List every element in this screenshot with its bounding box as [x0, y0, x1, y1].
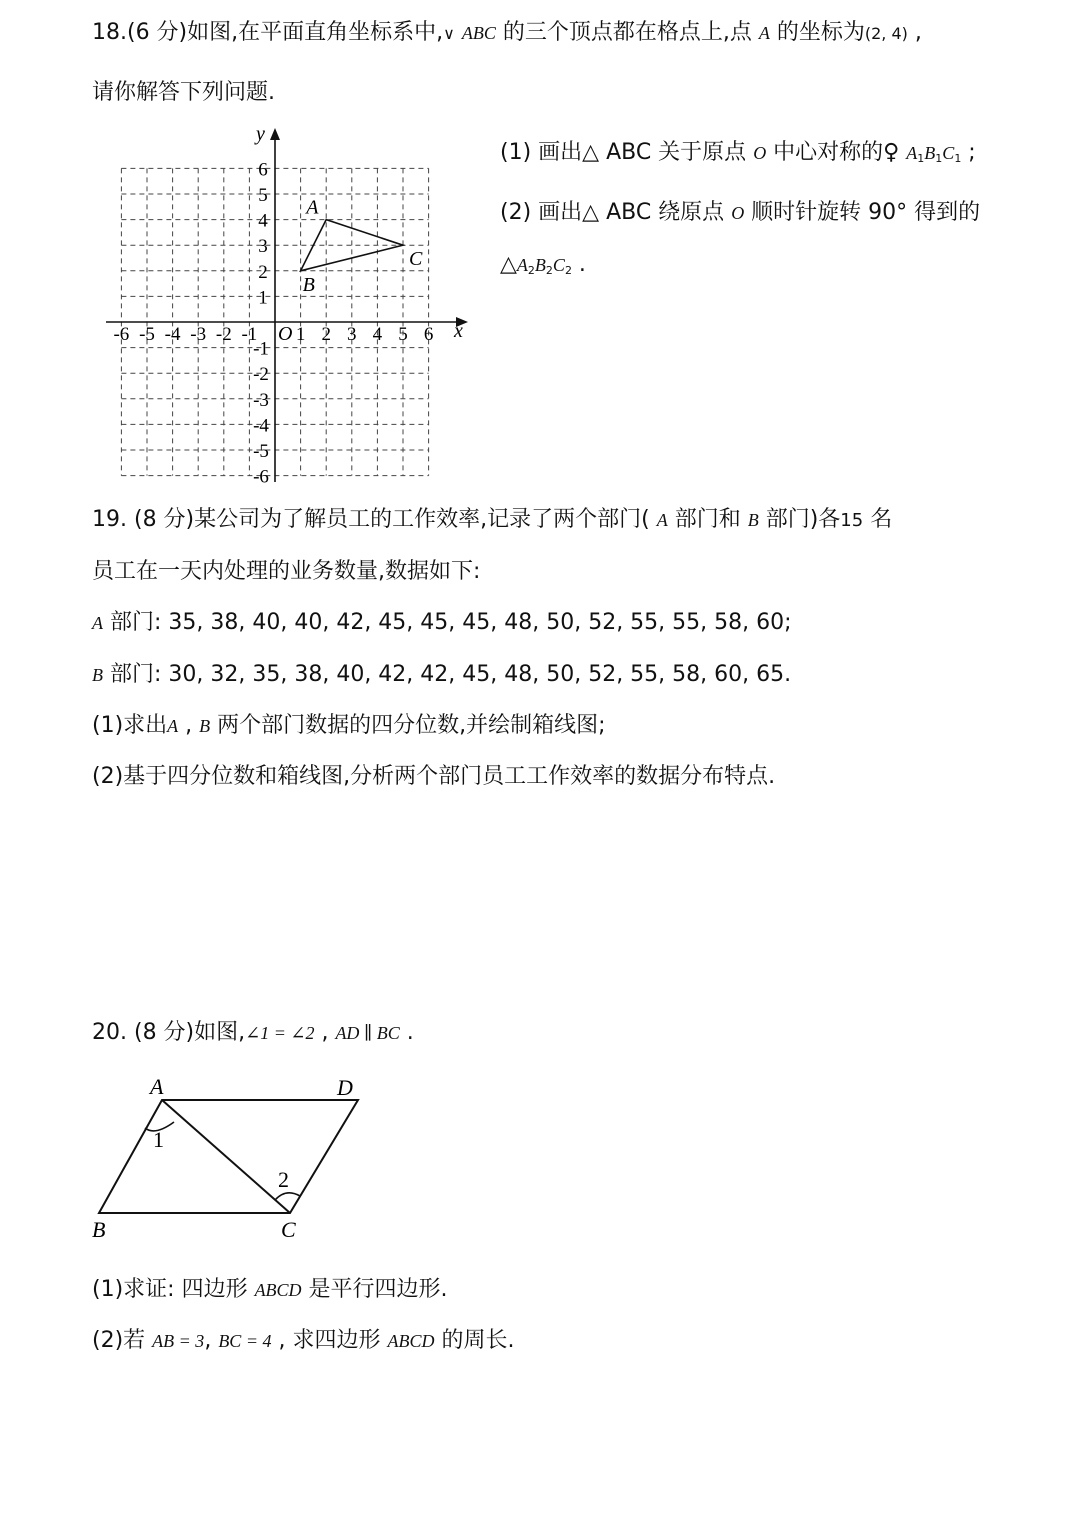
parallelogram-abcd [99, 1100, 358, 1213]
x-tick-label: -6 [113, 324, 130, 345]
q18-part2-tail: $\triangle A_2B_2C_2$ . [500, 252, 586, 277]
y-axis-label: y [256, 123, 265, 145]
q18-line1: 18.(6 分)如图,在平面直角坐标系中,∨ ABC 的三个顶点都在格点上,点 A 的坐标为(2, 4) , [92, 20, 922, 45]
x-tick-label: 5 [398, 324, 408, 345]
y-tick-label: 3 [258, 236, 268, 258]
x-tick-label: -4 [164, 324, 181, 345]
q19-a-data: A 部门: 35, 38, 40, 40, 42, 45, 45, 45, 48, 50, 52, 55, 55, 58, 60; [92, 610, 792, 635]
y-tick-label: 5 [258, 185, 268, 206]
q19-part2: (2)基于四分位数和箱线图,分析两个部门员工工作效率的数据分布特点. [92, 764, 776, 789]
origin-label: O [278, 323, 293, 345]
angle-1-label: 1 [153, 1127, 164, 1152]
x-tick-label: 4 [372, 324, 383, 345]
y-tick-label: -6 [253, 466, 269, 488]
x-tick-label: -3 [190, 324, 207, 345]
x-tick-label: -2 [215, 324, 232, 345]
x-tick-label: 3 [347, 324, 357, 345]
y-tick-label: -5 [253, 441, 269, 462]
point-a-label: A [306, 196, 319, 219]
point-b-label: B [302, 273, 315, 296]
y-tick-label: 6 [258, 159, 268, 181]
x-axis-label: x [454, 320, 463, 342]
q20-line1: 20. (8 分)如图,∠1 = ∠2 , AD ∥ BC . [92, 1020, 414, 1045]
y-tick-label: 4 [258, 210, 268, 232]
x-tick-label: 6 [423, 324, 434, 345]
vertex-c-label: C [281, 1217, 296, 1242]
q19-line2: 员工在一天内处理的业务数量,数据如下: [92, 559, 481, 584]
y-axis-arrow [270, 128, 280, 140]
vertex-d-label: D [337, 1075, 353, 1100]
x-tick-label: -1 [241, 324, 258, 345]
y-tick-label: -1 [253, 338, 269, 360]
y-tick-label: 2 [258, 261, 268, 283]
q19-part1: (1)求出A , B 两个部门数据的四分位数,并绘制箱线图; [92, 713, 606, 738]
q18-part2: (2) 画出△ ABC 绕原点 O 顺时针旋转 90° 得到的 [500, 200, 981, 225]
parallelogram-figure [85, 1070, 385, 1245]
q18-head: 18.(6 分)如图,在平面直角坐标系中, [92, 20, 444, 45]
y-tick-label: 1 [258, 287, 268, 309]
coordinate-grid-figure [96, 120, 496, 500]
q20-part1: (1)求证: 四边形 ABCD 是平行四边形. [92, 1277, 448, 1302]
q18-line2: 请你解答下列问题. [92, 80, 275, 105]
y-tick-label: -2 [253, 364, 269, 386]
q19-b-data: B 部门: 30, 32, 35, 38, 40, 42, 42, 45, 48, 50, 52, 55, 58, 60, 65. [92, 662, 792, 687]
y-tick-label: -3 [253, 389, 269, 411]
q20-part2: (2)若 AB = 3, BC = 4 , 求四边形 ABCD 的周长. [92, 1328, 515, 1353]
q19-line1: 19. (8 分)某公司为了解员工的工作效率,记录了两个部门( A 部门和 B 部门)各15 名 [92, 507, 893, 532]
angle-2-label: 2 [278, 1167, 289, 1192]
q18-part1: (1) 画出△ ABC 关于原点 O 中心对称的♀ $A_1B_1C_1$ ; [500, 140, 976, 165]
x-tick-label: -5 [139, 324, 155, 345]
diagonal-ac [162, 1100, 290, 1213]
x-tick-label: 1 [295, 324, 306, 345]
tick-labels [113, 159, 433, 487]
vertex-a-label: A [150, 1074, 164, 1099]
x-tick-label: 2 [321, 324, 331, 345]
point-c-label: C [409, 248, 423, 271]
angle-2-arc [275, 1193, 300, 1200]
y-tick-label: -4 [253, 415, 269, 437]
vertex-b-label: B [92, 1217, 106, 1242]
